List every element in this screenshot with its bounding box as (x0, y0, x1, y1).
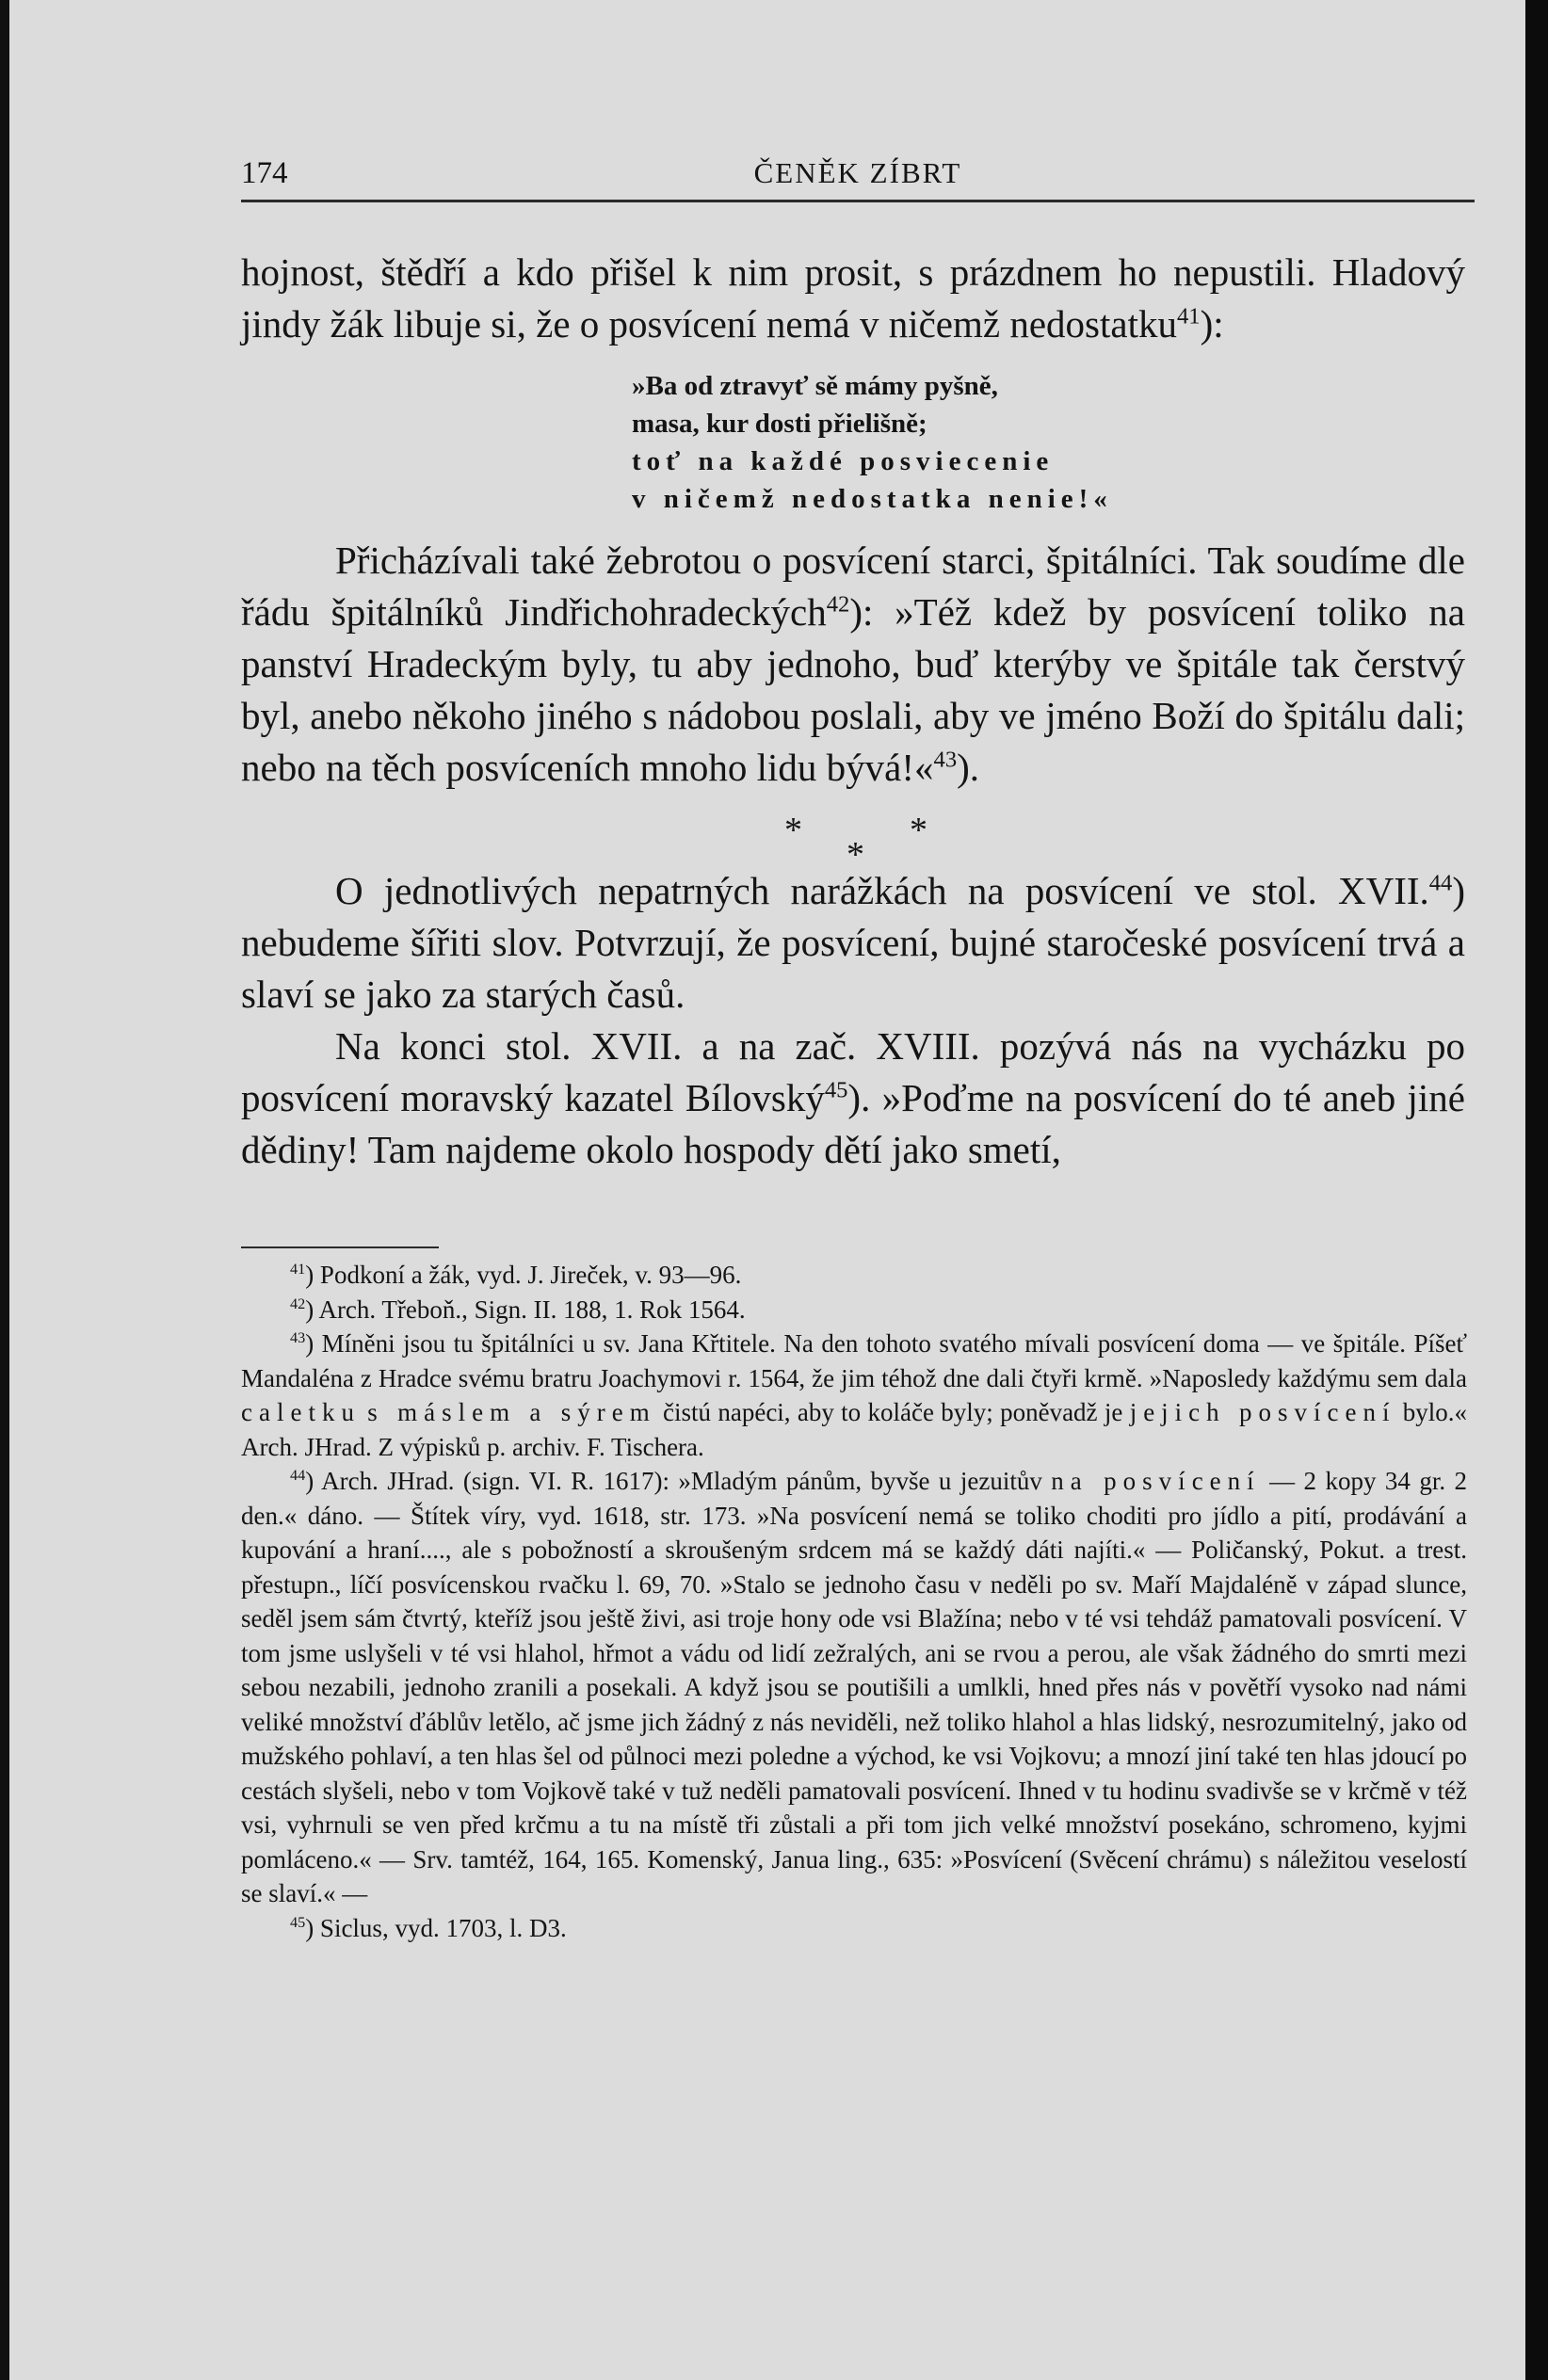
running-head: ČENĚK ZÍBRT (753, 156, 962, 189)
paragraph-3: O jednotlivých nepatrných narážkách na posvícení ve stol. XVII.$^{44}$) nebudeme šířiti slov. Potvrzují, že posvícení, bujné staročeské posvícení trvá a slaví se jako za starých časů. (241, 869, 1465, 1016)
scan-edge (1525, 0, 1548, 2380)
footnote-43: $^{43}$) Míněni jsou tu špitálníci u sv. Jana Křtitele. Na den tohoto svatého mívali posvícení doma — ve špitále. Píšeť Mandaléna z Hradce svému bratru Joachymovi r. 1564, že jim téhož dne dali čtyři krmě. »Naposledy každýmu sem dala caletku s máslem a sýrem čistú napéci, aby to koláče byly; poněvadž je jejich posvícení bylo.« Arch. JHrad. Z výpisků p. archiv. F. Tischera. (241, 1329, 1468, 1461)
poem (632, 367, 1465, 518)
footnote-45: $^{45}$) Siclus, vyd. 1703, l. D3. (290, 1913, 567, 1942)
paragraph-4: Na konci stol. XVII. a na zač. XVIII. pozývá nás na vycházku po posvícení moravský kazatel Bílovský$^{45}$). »Poďme na posvícení do té aneb jiné dědiny! Tam najdeme okolo hospody dětí jako smetí, (241, 1024, 1465, 1171)
poem-line: v ničemž nedostatka nenie!« (632, 484, 1113, 514)
poem-line: toť na každé posviecenie (632, 446, 1055, 476)
page-number: 174 (241, 156, 288, 190)
footnote-41: $^{41}$) Podkoní a žák, vyd. J. Jireček, v. 93—96. (290, 1261, 742, 1289)
footnote-ref-45: 45 (824, 1077, 848, 1103)
footnote-ref-42: 42 (826, 591, 850, 618)
poem-line: masa, kur dosti přielišně; (632, 409, 927, 439)
footnote-ref-44: 44 (1428, 870, 1453, 896)
page-header (241, 153, 1475, 202)
footnote-42: $^{42}$) Arch. Třeboň., Sign. II. 188, 1. Rok 1564. (290, 1295, 746, 1324)
footnote-divider (241, 1246, 439, 1248)
footnotes (241, 1258, 1467, 1945)
paragraph-2: Přicházívali také žebrotou o posvícení starci, špitálníci. Tak soudíme dle řádu špitálníků Jindřichohradeckých$^{42}$): »Též kdež by posvícení toliko na panství Hradeckým byly, tu aby jednoho, buď kterýby ve špitále tak čerstvý byl, anebo někoho jiného s nádobou poslali, aby ve jméno Boží do špitálu dali; nebo na těch posvíceních mnoho lidu bývá!«$^{43}$). (241, 539, 1466, 789)
poem-line: »Ba od ztravyť sě mámy pyšně, (632, 371, 998, 401)
asterisk: * (784, 811, 802, 850)
footnote-ref-41: 41 (1176, 303, 1201, 330)
asterisk: * (910, 811, 927, 850)
asterisk: * (847, 835, 864, 875)
body-text (241, 247, 1465, 1176)
footnote-44: $^{44}$) Arch. JHrad. (sign. VI. R. 1617): »Mladým pánům, byvše u jezuitův na posvícení — 2 kopy 34 gr. 2 den.« dáno. — Štítek víry, vyd. 1618, str. 173. »Na posvícení nemá se toliko choditi pro jídlo a pití, prodávání a kupování a hraní...., ale s pobožností a skroušeným srdcem má se každý dáti najíti.« — Poličanský, Pokut. a trest. přestupn., líčí posvícenskou rvačku l. 69, 70. »Stalo se jednoho času v neděli po sv. Maří Majdaléně v západ slunce, seděl jsem sám čtvrtý, kteříž jsou ještě živi, asi troje hony ode vsi Blažína; nebo v té vsi tehdáž pamatovali posvícení. V tom jsme uslyšeli v té vsi hlahol, hřmot a vádu od lidí zežralých, ani se rvou a perou, ale však žádného do smrti mezi sebou nezabili, jednoho zranili a posekali. A když jsou se poutišili a umlkli, hned přes nás v povětří vysoko nad námi veliké množství ďáblův letělo, ač jsme jich žádný z nás neviděli, než toliko hlahol a hlas lidský, nesrozumitelný, jako od mužského pohlaví, a ten hlas šel od půlnoci mezi poledne a východ, ke vsi Vojkovu; a mnozí jiní také ten hlas jdoucí po cestách slyšeli, nebo v tom Vojkově také v tuž neděli pamatovali posvícení. Ihned v tu hodinu svadivše se v krčmě v též vsi, vyhrnuli se ven před krčmu a tu na místě tři zůstali a při tom jich velké množství posekáno, schromeno, kyjmi pomláceno.« — Srv. tamtéž, 164, 165. Komenský, Janua ling., 635: »Posvícení (Svěcení chrámu) s náležitou veselostí se slaví.« — (241, 1467, 1468, 1907)
section-break (241, 797, 1465, 875)
footnote-ref-43: 43 (933, 747, 958, 773)
book-page (9, 0, 1525, 2380)
paragraph-1: hojnost, štědří a kdo přišel k nim prosit, s prázdnem ho nepustili. Hladový jindy žák libuje si, že o posvícení nemá v ničemž nedostatku$^{41}$): (241, 250, 1465, 346)
